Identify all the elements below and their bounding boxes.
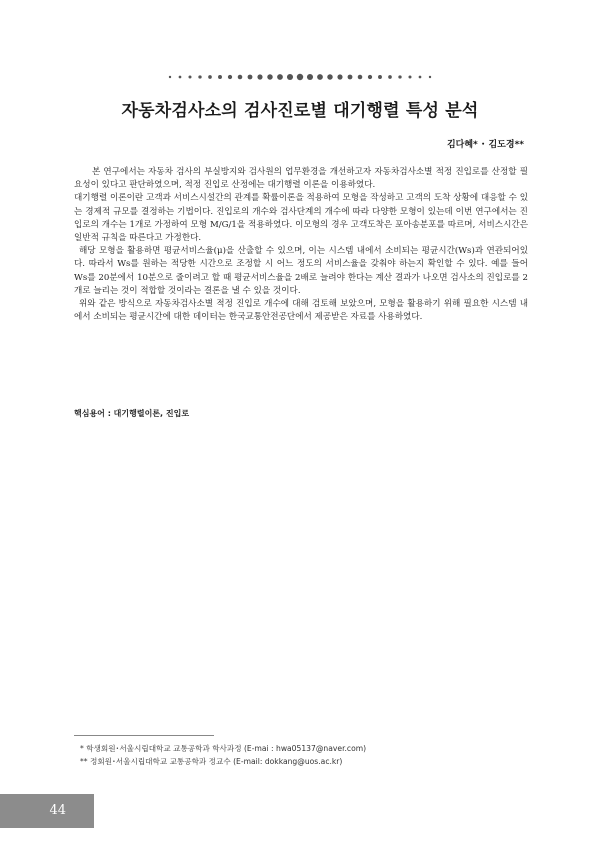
divider-dot xyxy=(419,76,422,79)
divider-dot xyxy=(378,75,382,79)
author-line: 김다혜* ･ 김도경** xyxy=(446,140,524,150)
divider-dot xyxy=(179,76,182,79)
keywords-line: 핵심용어 : 대기행렬이론, 진입로 xyxy=(74,409,190,418)
footnote-item: ** 정회원･서울시립대학교 교통공학과 정교수 (E-mail: dokkang@uos.ac.kr) xyxy=(80,757,343,766)
divider-dot xyxy=(348,75,353,80)
abstract-paragraph: 대기행렬 이론이란 고객과 서비스시설간의 관계를 확률이론을 적용하여 모형을 작성하고 고객의 도착 상황에 대응할 수 있는 경제적 규모를 결정하는 기법이다. 진입로의 개수와 검사단계의 개수에 따라 다양한 모형이 있는데 이번 연구에서는 진입로의 개수는 1개로 가정하여 모형 M/G/1을 적용하였다. 이모형의 경우 고객도착은 포아송분포를 따르며, 서비스시간은 일반적 규칙을 따른다고 가정한다. xyxy=(74,193,528,244)
divider-dot xyxy=(398,75,401,78)
abstract-body xyxy=(74,166,528,324)
divider-dot xyxy=(358,75,363,80)
divider-dot xyxy=(408,75,411,78)
abstract-paragraph: 해당 모형을 활용하면 평균서비스율(μ)을 산출할 수 있으며, 이는 시스템 내에서 소비되는 평균시간(Ws)과 연관되어있다. 따라서 Ws를 원하는 적당한 시간으로 조정할 시 어느 정도의 서비스율을 갖춰야 하는지 확인할 수 있다. 예를 들어 Ws를 20분에서 10분으로 줄이려고 할 때 평균서비스율을 2배로 늘려야 한다는 계산 결과가 나오면 검사소의 진입로를 2개로 늘리는 것이 적합할 것이라는 결론을 낼 수 있을 것이다. xyxy=(74,246,528,296)
divider-dot xyxy=(287,74,293,80)
divider-dot xyxy=(277,74,283,80)
divider-dot xyxy=(307,74,313,80)
divider-dot xyxy=(297,74,303,80)
abstract-paragraph: 위와 같은 방식으로 자동차검사소별 적정 진입로 개수에 대해 검토해 보았으며, 모형을 활용하기 위해 필요한 시스템 내에서 소비되는 평균시간에 대한 데이터는 한국교통안전공단에서 제공받은 자료를 사용하였다. xyxy=(74,299,528,323)
divider-dot xyxy=(238,75,243,80)
footnote-item: * 학생회원･서울시립대학교 교통공학과 학사과정 (E-mai : hwa05137@naver.com) xyxy=(80,744,367,753)
footnote-divider xyxy=(74,735,214,736)
paper-title: 자동차검사소의 검사진로별 대기행렬 특성 분석 xyxy=(121,101,479,121)
divider-dot xyxy=(429,76,431,78)
decorative-dot-divider xyxy=(0,70,600,84)
page-number: 44 xyxy=(49,803,66,818)
divider-dot xyxy=(337,74,342,79)
divider-dot xyxy=(327,74,332,79)
divider-dot xyxy=(388,75,392,79)
divider-dot xyxy=(267,74,272,79)
divider-dot xyxy=(257,74,262,79)
divider-dot xyxy=(228,75,232,79)
divider-dot xyxy=(169,76,171,78)
divider-dot xyxy=(368,75,372,79)
page-number-box xyxy=(0,794,94,828)
divider-dot xyxy=(188,75,191,78)
footnotes xyxy=(80,742,366,768)
divider-dot xyxy=(317,74,323,80)
abstract-paragraph: 본 연구에서는 자동차 검사의 부실방지와 검사원의 업무환경을 개선하고자 자동차검사소별 적정 진입로를 산정할 필요성이 있다고 판단하였으며, 적정 진입로 산정에는 대기행렬 이론을 이용하였다. xyxy=(74,167,528,191)
divider-dot xyxy=(218,75,222,79)
divider-dot xyxy=(248,75,253,80)
divider-dot xyxy=(208,75,212,79)
divider-dot xyxy=(198,75,201,78)
